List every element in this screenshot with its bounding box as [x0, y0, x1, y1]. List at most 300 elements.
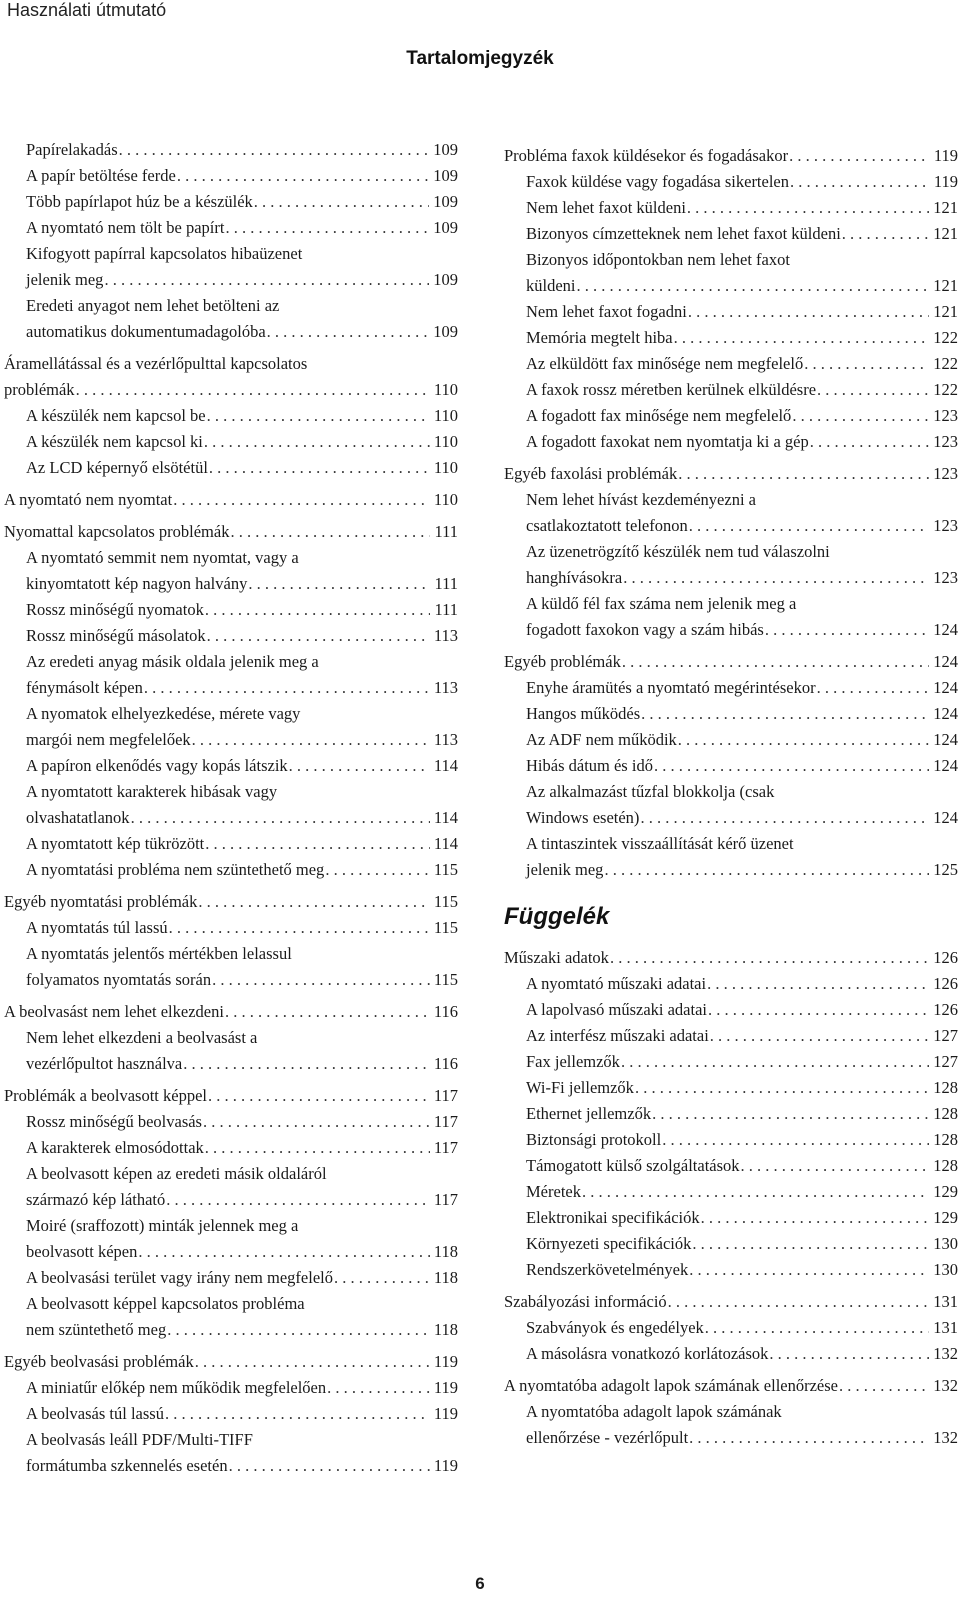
toc-entry[interactable]	[526, 221, 958, 247]
toc-dot-leader	[710, 1023, 929, 1049]
toc-entry-title-line: A nyomtató semmit nem nyomtat, vagy a	[26, 548, 299, 567]
toc-entry[interactable]	[504, 649, 958, 675]
toc-dot-leader	[678, 461, 929, 487]
toc-dot-leader	[769, 1341, 929, 1367]
toc-page-number: 122	[933, 354, 958, 373]
toc-entry-title-line: A nyomtatóba adagolt lapok számának	[526, 1402, 782, 1421]
toc-entry[interactable]	[526, 487, 958, 539]
toc-entry-title: Az ADF nem működik	[526, 730, 677, 749]
toc-entry[interactable]	[526, 1399, 958, 1451]
toc-dot-leader	[169, 915, 430, 941]
toc-entry-title: ellenőrzése - vezérlőpult	[526, 1428, 689, 1447]
toc-entry[interactable]	[26, 1265, 458, 1291]
toc-page-number: 114	[433, 834, 458, 853]
toc-dot-leader	[652, 1101, 929, 1127]
toc-page-number: 123	[933, 568, 958, 587]
toc-entry-title: Biztonsági protokoll	[526, 1130, 662, 1149]
toc-entry-title-line: A küldő fél fax száma nem jelenik meg a	[526, 594, 797, 613]
toc-entry-title: A nyomtatás túl lassú	[26, 918, 168, 937]
toc-entry-title: Nyomattal kapcsolatos problémák	[4, 522, 230, 541]
toc-entry-title: A karakterek elmosódottak	[26, 1138, 204, 1157]
toc-page-number: 132	[933, 1428, 958, 1447]
toc-right-top-list	[504, 143, 958, 883]
toc-entry[interactable]	[26, 857, 458, 883]
toc-entry[interactable]	[26, 1291, 458, 1343]
toc-entry[interactable]	[526, 169, 958, 195]
toc-page-number: 121	[933, 276, 958, 295]
toc-page-number: 124	[933, 756, 958, 775]
toc-entry-title: Az LCD képernyő elsötétül	[26, 458, 208, 477]
toc-page-number: 121	[933, 198, 958, 217]
toc-entry-title: formátumba szkennelés esetén	[26, 1456, 228, 1475]
toc-dot-leader	[674, 325, 930, 351]
toc-dot-leader	[248, 571, 430, 597]
toc-entry-title: Egyéb problémák	[504, 652, 621, 671]
toc-entry-title: A nyomtató nem nyomtat	[4, 490, 173, 509]
toc-entry-title: problémák	[4, 380, 75, 399]
toc-page-number: 118	[433, 1268, 458, 1287]
toc-page-number: 111	[434, 600, 458, 619]
toc-entry[interactable]	[526, 1315, 958, 1341]
toc-entry-title: Hibás dátum és idő	[526, 756, 653, 775]
toc-entry[interactable]	[526, 539, 958, 591]
toc-entry[interactable]	[26, 1401, 458, 1427]
toc-page-number: 128	[933, 1104, 958, 1123]
toc-entry-title-line: A beolvasás leáll PDF/Multi-TIFF	[26, 1430, 253, 1449]
toc-page-number: 119	[933, 172, 958, 191]
toc-entry-title: fénymásolt képen	[26, 678, 143, 697]
toc-entry[interactable]	[26, 1161, 458, 1213]
toc-dot-leader	[621, 1049, 929, 1075]
toc-entry-title: Enyhe áramütés a nyomtató megérintésekor	[526, 678, 816, 697]
toc-page-number: 110	[433, 458, 458, 477]
toc-entry[interactable]	[26, 403, 458, 429]
toc-entry[interactable]	[26, 779, 458, 831]
toc-page-number: 118	[433, 1320, 458, 1339]
toc-entry-title: Több papírlapot húz be a készülék	[26, 192, 253, 211]
toc-entry-title: A nyomtatóba adagolt lapok számának ellenőrzése	[504, 1376, 839, 1395]
toc-entry-title: folyamatos nyomtatás során	[26, 970, 212, 989]
toc-page-number: 109	[433, 166, 458, 185]
toc-page-number: 109	[433, 270, 458, 289]
toc-dot-leader	[177, 163, 429, 189]
toc-entry[interactable]	[526, 195, 958, 221]
toc-entry[interactable]	[526, 1101, 958, 1127]
toc-entry-title: Nem lehet faxot küldeni	[526, 198, 686, 217]
toc-entry-title: Windows esetén)	[526, 808, 640, 827]
toc-dot-leader	[229, 1453, 430, 1479]
toc-entry[interactable]	[504, 1373, 958, 1399]
toc-entry[interactable]	[4, 487, 458, 513]
toc-page-number: 121	[933, 224, 958, 243]
toc-page-number: 122	[933, 380, 958, 399]
toc-entry-title-line: Moiré (sraffozott) minták jelennek meg a	[26, 1216, 299, 1235]
toc-entry-title-line: Az eredeti anyag másik oldala jelenik meg a	[26, 652, 319, 671]
toc-page-number: 131	[933, 1318, 958, 1337]
toc-entry-title: Egyéb beolvasási problémák	[4, 1352, 194, 1371]
toc-entry-title: Wi-Fi jellemzők	[526, 1078, 634, 1097]
toc-entry[interactable]	[526, 325, 958, 351]
toc-entry-title: Hangos működés	[526, 704, 641, 723]
toc-entry[interactable]	[526, 753, 958, 779]
toc-dot-leader	[205, 597, 431, 623]
toc-entry-title: Memória megtelt hiba	[526, 328, 673, 347]
toc-entry-title: származó kép látható	[26, 1190, 166, 1209]
toc-entry[interactable]	[504, 945, 958, 971]
toc-page-number: 127	[933, 1052, 958, 1071]
toc-dot-leader	[689, 513, 930, 539]
toc-entry-title: küldeni	[526, 276, 576, 295]
toc-page-number: 128	[933, 1130, 958, 1149]
toc-entry[interactable]	[26, 137, 458, 163]
toc-page-number: 130	[933, 1260, 958, 1279]
toc-entry[interactable]	[526, 997, 958, 1023]
toc-dot-leader	[208, 1083, 430, 1109]
toc-entry-title: margói nem megfelelőek	[26, 730, 191, 749]
toc-entry-title-line: Nem lehet hívást kezdeményezni a	[526, 490, 756, 509]
toc-dot-leader	[289, 753, 430, 779]
toc-dot-leader	[641, 701, 929, 727]
toc-entry-title: A beolvasás túl lassú	[26, 1404, 164, 1423]
toc-entry-title-line: Eredeti anyagot nem lehet betölteni az	[26, 296, 280, 315]
toc-entry-title: A papír betöltése ferde	[26, 166, 176, 185]
toc-dot-leader	[610, 945, 929, 971]
toc-dot-leader	[205, 1135, 430, 1161]
toc-entry-title-line: A nyomatok elhelyezkedése, mérete vagy	[26, 704, 301, 723]
toc-entry-title: csatlakoztatott telefonon	[526, 516, 688, 535]
toc-dot-leader	[701, 1205, 930, 1231]
toc-entry-title: Egyéb faxolási problémák	[504, 464, 678, 483]
toc-entry[interactable]	[526, 675, 958, 701]
toc-entry[interactable]	[526, 1341, 958, 1367]
toc-entry-title: beolvasott képen	[26, 1242, 138, 1261]
toc-entry-title: hanghívásokra	[526, 568, 623, 587]
toc-entry[interactable]	[26, 215, 458, 241]
toc-entry-title: A készülék nem kapcsol be	[26, 406, 206, 425]
toc-page-number: 111	[434, 574, 458, 593]
toc-dot-leader	[662, 1127, 929, 1153]
toc-entry-title: A faxok rossz méretben kerülnek elküldésre	[526, 380, 817, 399]
toc-entry[interactable]	[526, 1023, 958, 1049]
toc-entry-title: Az interfész műszaki adatai	[526, 1026, 709, 1045]
toc-entry[interactable]	[26, 831, 458, 857]
toc-page-number: 129	[933, 1182, 958, 1201]
toc-dot-leader	[173, 487, 430, 513]
toc-page-number: 119	[433, 1404, 458, 1423]
toc-dot-leader	[654, 753, 929, 779]
toc-entry[interactable]	[4, 351, 458, 403]
toc-entry-title: nem szüntethető meg	[26, 1320, 167, 1339]
toc-page-number: 115	[433, 918, 458, 937]
toc-page-number: 123	[933, 406, 958, 425]
toc-entry-title: jelenik meg	[26, 270, 104, 289]
toc-entry-title: Ethernet jellemzők	[526, 1104, 652, 1123]
toc-dot-leader	[668, 1289, 930, 1315]
toc-entry[interactable]	[526, 1153, 958, 1179]
toc-entry[interactable]	[26, 293, 458, 345]
toc-entry[interactable]	[526, 1231, 958, 1257]
toc-entry[interactable]	[26, 189, 458, 215]
toc-entry[interactable]	[26, 163, 458, 189]
toc-page-number: 125	[933, 860, 958, 879]
toc-dot-leader	[207, 623, 430, 649]
toc-entry-title: A nyomtató nem tölt be papírt	[26, 218, 225, 237]
toc-entry-title-line: Nem lehet elkezdeni a beolvasást a	[26, 1028, 258, 1047]
toc-entry-title: vezérlőpultot használva	[26, 1054, 183, 1073]
toc-page-number: 119	[933, 146, 958, 165]
toc-entry[interactable]	[504, 461, 958, 487]
toc-page-number: 110	[433, 380, 458, 399]
toc-page-number: 113	[433, 626, 458, 645]
toc-entry[interactable]	[26, 701, 458, 753]
toc-dot-leader	[212, 967, 430, 993]
toc-page-number: 128	[933, 1156, 958, 1175]
toc-dot-leader	[104, 267, 429, 293]
toc-dot-leader	[76, 377, 430, 403]
toc-page-number: 121	[933, 302, 958, 321]
toc-entry[interactable]	[4, 999, 458, 1025]
toc-page-number: 115	[433, 970, 458, 989]
toc-entry-title: Rossz minőségű beolvasás	[26, 1112, 202, 1131]
toc-dot-leader	[209, 455, 430, 481]
toc-page-number: 126	[933, 974, 958, 993]
toc-page-number: 119	[433, 1352, 458, 1371]
toc-entry-title: Bizonyos címzetteknek nem lehet faxot küldeni	[526, 224, 841, 243]
toc-title: Tartalomjegyzék	[406, 48, 554, 69]
toc-dot-leader	[582, 1179, 929, 1205]
toc-entry-title: A nyomtatási probléma nem szüntethető meg	[26, 860, 325, 879]
toc-dot-leader	[144, 675, 430, 701]
toc-dot-leader	[254, 189, 429, 215]
toc-page-number: 124	[933, 730, 958, 749]
toc-page-number: 119	[433, 1378, 458, 1397]
toc-entry[interactable]	[526, 299, 958, 325]
toc-entry[interactable]	[526, 1075, 958, 1101]
toc-dot-leader	[225, 999, 430, 1025]
toc-page-number: 116	[433, 1002, 458, 1021]
toc-page-number: 117	[433, 1086, 458, 1105]
toc-page-number: 132	[933, 1344, 958, 1363]
toc-entry[interactable]	[26, 1427, 458, 1479]
toc-entry-title: A beolvasást nem lehet elkezdeni	[4, 1002, 224, 1021]
toc-entry[interactable]	[526, 377, 958, 403]
toc-entry-title: Rossz minőségű nyomatok	[26, 600, 204, 619]
toc-dot-leader	[705, 1315, 929, 1341]
toc-dot-leader	[325, 857, 430, 883]
toc-dot-leader	[689, 1425, 929, 1451]
toc-page-number: 111	[434, 522, 458, 541]
toc-entry[interactable]	[26, 597, 458, 623]
toc-dot-leader	[708, 997, 929, 1023]
toc-page-number: 126	[933, 1000, 958, 1019]
toc-entry[interactable]	[26, 649, 458, 701]
toc-dot-leader	[842, 221, 929, 247]
toc-entry-title: automatikus dokumentumadagolóba	[26, 322, 266, 341]
toc-page-number: 110	[433, 490, 458, 509]
toc-entry[interactable]	[4, 1349, 458, 1375]
toc-entry-title: kinyomtatott kép nagyon halvány	[26, 574, 248, 593]
toc-entry[interactable]	[4, 1083, 458, 1109]
toc-page-number: 114	[433, 808, 458, 827]
toc-entry[interactable]	[26, 941, 458, 993]
toc-dot-leader	[810, 429, 930, 455]
toc-right-column	[504, 137, 958, 1451]
toc-entry[interactable]	[26, 623, 458, 649]
toc-entry[interactable]	[526, 1257, 958, 1283]
toc-dot-leader	[635, 1075, 929, 1101]
toc-page-number: 124	[933, 652, 958, 671]
toc-page-number: 109	[433, 192, 458, 211]
toc-entry[interactable]	[4, 519, 458, 545]
toc-dot-leader	[198, 889, 429, 915]
toc-entry[interactable]	[26, 429, 458, 455]
toc-page-number: 113	[433, 730, 458, 749]
toc-entry-title: Műszaki adatok	[504, 948, 609, 967]
toc-entry-title: Környezeti specifikációk	[526, 1234, 692, 1253]
toc-entry-title-line: Az alkalmazást tűzfal blokkolja (csak	[526, 782, 775, 801]
toc-entry[interactable]	[526, 351, 958, 377]
toc-dot-leader	[604, 857, 929, 883]
toc-page-number: 109	[433, 322, 458, 341]
toc-dot-leader	[687, 195, 929, 221]
toc-entry[interactable]	[26, 915, 458, 941]
toc-entry-title: Faxok küldése vagy fogadása sikertelen	[526, 172, 790, 191]
toc-page-number: 114	[433, 756, 458, 775]
toc-entry-title: A készülék nem kapcsol ki	[26, 432, 203, 451]
toc-page-number: 124	[933, 620, 958, 639]
toc-dot-leader	[707, 971, 929, 997]
toc-dot-leader	[817, 675, 930, 701]
toc-dot-leader	[741, 1153, 930, 1179]
toc-dot-leader	[205, 831, 430, 857]
toc-dot-leader	[688, 299, 929, 325]
toc-dot-leader	[230, 519, 430, 545]
toc-dot-leader	[839, 1373, 929, 1399]
toc-entry[interactable]	[526, 701, 958, 727]
toc-entry-title: jelenik meg	[526, 860, 604, 879]
toc-entry-title-line: A tintaszintek visszaállítását kérő üzenet	[526, 834, 794, 853]
toc-dot-leader	[577, 273, 930, 299]
toc-entry-title-line: Áramellátással és a vezérlőpulttal kapcsolatos	[4, 354, 308, 373]
toc-entry[interactable]	[526, 247, 958, 299]
toc-entry-title: Elektronikai specifikációk	[526, 1208, 700, 1227]
toc-dot-leader	[131, 805, 430, 831]
toc-entry[interactable]	[526, 1049, 958, 1075]
toc-dot-leader	[119, 137, 430, 163]
toc-page-number: 110	[433, 406, 458, 425]
toc-page-number: 132	[933, 1376, 958, 1395]
toc-entry-title: Rossz minőségű másolatok	[26, 626, 206, 645]
toc-entry[interactable]	[526, 1205, 958, 1231]
toc-entry[interactable]	[26, 455, 458, 481]
toc-dot-leader	[167, 1317, 430, 1343]
toc-entry[interactable]	[526, 429, 958, 455]
toc-page-number: 117	[433, 1138, 458, 1157]
toc-dot-leader	[203, 1109, 430, 1135]
toc-entry-title: Fax jellemzők	[526, 1052, 620, 1071]
toc-entry-title: A nyomtató műszaki adatai	[526, 974, 707, 993]
toc-entry-title: Az elküldött fax minősége nem megfelelő	[526, 354, 804, 373]
toc-entry-title-line: A beolvasott képen az eredeti másik oldaláról	[26, 1164, 327, 1183]
toc-entry-title: Szabályozási információ	[504, 1292, 667, 1311]
toc-entry-title: Problémák a beolvasott képpel	[4, 1086, 207, 1105]
toc-page-number: 130	[933, 1234, 958, 1253]
toc-page-number: 115	[433, 892, 458, 911]
toc-page-number: 117	[433, 1112, 458, 1131]
toc-dot-leader	[804, 351, 929, 377]
toc-dot-leader	[817, 377, 929, 403]
toc-entry-title-line: A nyomtatott karakterek hibásak vagy	[26, 782, 278, 801]
toc-entry-title: Támogatott külső szolgáltatások	[526, 1156, 740, 1175]
toc-entry-title-line: Az üzenetrögzítő készülék nem tud válaszolni	[526, 542, 830, 561]
toc-page-number: 109	[433, 218, 458, 237]
toc-entry[interactable]	[26, 753, 458, 779]
toc-entry-title: Méretek	[526, 1182, 581, 1201]
toc-entry[interactable]	[526, 1179, 958, 1205]
toc-entry[interactable]	[26, 1109, 458, 1135]
toc-entry[interactable]	[26, 1025, 458, 1077]
document-header-title: Használati útmutató	[7, 0, 167, 20]
toc-page-number: 126	[933, 948, 958, 967]
toc-entry-title-line: Bizonyos időpontokban nem lehet faxot	[526, 250, 790, 269]
toc-dot-leader	[204, 429, 430, 455]
toc-entry[interactable]	[504, 1289, 958, 1315]
toc-dot-leader	[678, 727, 929, 753]
toc-page-number: 123	[933, 432, 958, 451]
toc-entry-title: A papíron elkenődés vagy kopás látszik	[26, 756, 288, 775]
toc-page-number: 118	[433, 1242, 458, 1261]
toc-page-number: 129	[933, 1208, 958, 1227]
toc-entry-title: A beolvasási terület vagy irány nem megfelelő	[26, 1268, 333, 1287]
appendix-heading: Függelék	[504, 903, 610, 930]
toc-entry[interactable]	[26, 241, 458, 293]
toc-entry-title: Probléma faxok küldésekor és fogadásakor	[504, 146, 789, 165]
toc-entry[interactable]	[4, 889, 458, 915]
toc-entry[interactable]	[504, 143, 958, 169]
toc-left-column	[4, 137, 458, 1479]
toc-entry[interactable]	[526, 971, 958, 997]
toc-entry[interactable]	[526, 591, 958, 643]
toc-entry[interactable]	[26, 1135, 458, 1161]
toc-entry-title: Nem lehet faxot fogadni	[526, 302, 687, 321]
toc-right-bottom-list	[504, 945, 958, 1451]
toc-page-number: 110	[433, 432, 458, 451]
toc-entry[interactable]	[26, 1375, 458, 1401]
toc-page-number: 124	[933, 678, 958, 697]
toc-entry-title: fogadott faxokon vagy a szám hibás	[526, 620, 764, 639]
page-number: 6	[475, 1574, 485, 1593]
toc-entry[interactable]	[26, 545, 458, 597]
toc-dot-leader	[138, 1239, 430, 1265]
toc-entry[interactable]	[526, 403, 958, 429]
toc-dot-leader	[195, 1349, 430, 1375]
toc-dot-leader	[689, 1257, 929, 1283]
toc-dot-leader	[623, 565, 929, 591]
toc-dot-leader	[334, 1265, 430, 1291]
toc-entry[interactable]	[526, 727, 958, 753]
toc-dot-leader	[225, 215, 429, 241]
toc-entry[interactable]	[526, 1127, 958, 1153]
toc-dot-leader	[792, 403, 929, 429]
toc-entry[interactable]	[26, 1213, 458, 1265]
toc-entry[interactable]	[526, 779, 958, 831]
toc-entry-title: A lapolvasó műszaki adatai	[526, 1000, 707, 1019]
toc-dot-leader	[622, 649, 929, 675]
toc-page-number: 123	[933, 516, 958, 535]
toc-entry-title: Rendszerkövetelmények	[526, 1260, 689, 1279]
toc-entry[interactable]	[526, 831, 958, 883]
toc-page-number: 109	[433, 140, 458, 159]
